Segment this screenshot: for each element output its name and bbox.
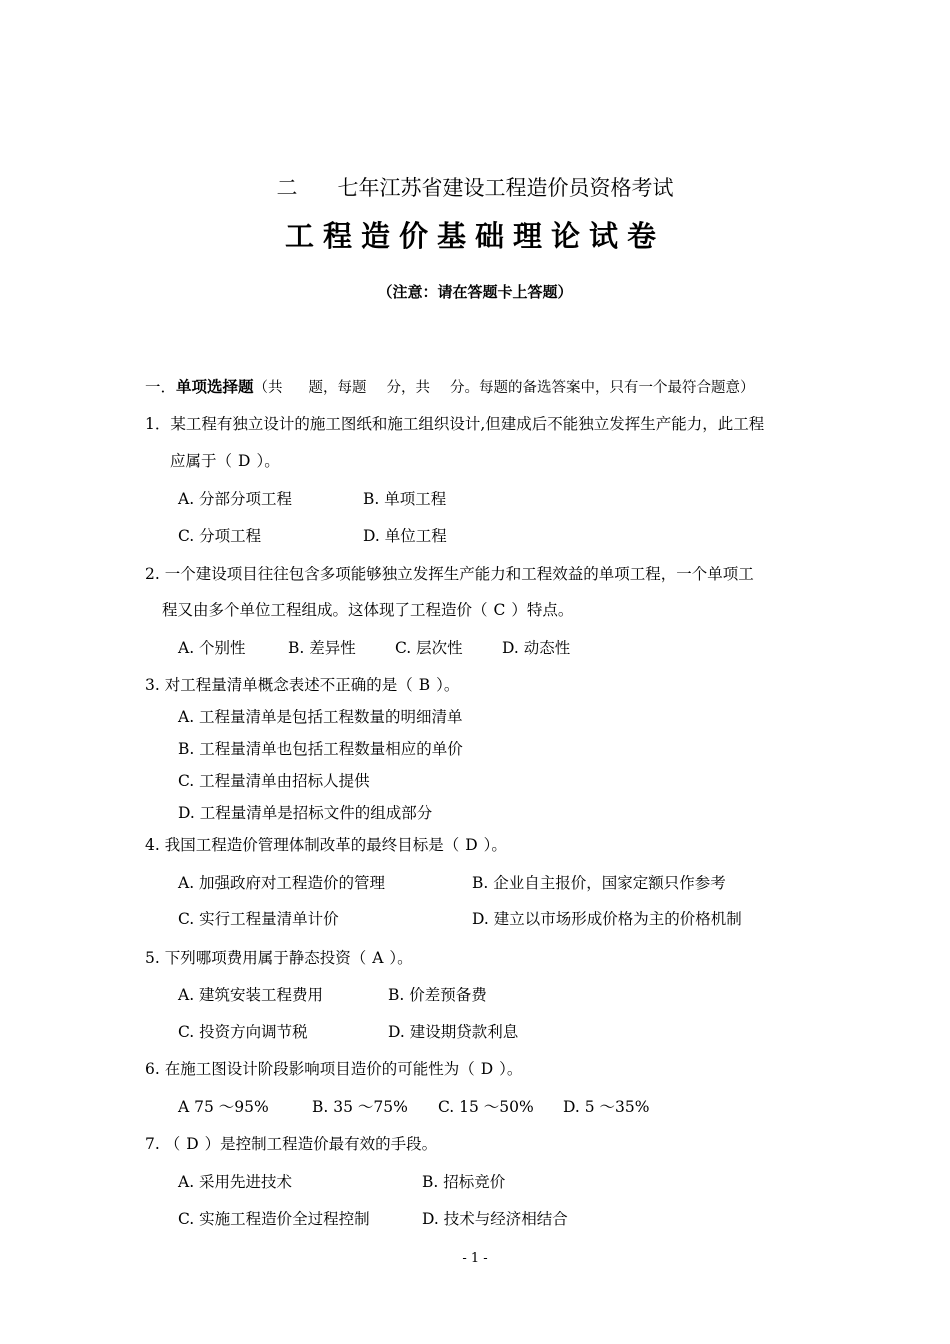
question-5-option-b: B. 价差预备费 [388,986,487,1004]
question-7-option-b: B. 招标竞价 [422,1173,506,1191]
question-6-option-a: A 75 ～95% [178,1098,269,1116]
question-2-option-a: A. 个别性 [178,639,246,657]
question-2-option-b: B. 差异性 [288,639,356,657]
question-5-option-a: A. 建筑安装工程费用 [178,986,324,1004]
paper-subtitle: 工程造价基础理论试卷 [284,219,665,253]
section-name: 单项选择题 [176,378,254,396]
question-3-answer: B [418,676,431,694]
question-6-stem: 6. 在施工图设计阶段影响项目造价的可能性为（ D ）。 [145,1060,523,1078]
question-7-option-d: D. 技术与经济相结合 [422,1210,568,1228]
question-1-option-a: A. 分部分项工程 [178,490,293,508]
question-1-option-c: C. 分项工程 [178,527,262,545]
question-3-stem: 3. 对工程量清单概念表述不正确的是（ B ）。 [145,676,460,694]
question-2-stem: 2. 一个建设项目往往包含多项能够独立发挥生产能力和工程效益的单项工程，一个单项工 [145,565,754,583]
question-1-stem-cont: 应属于（ D ）。 [170,452,280,470]
exam-title-part1: 二 [276,176,298,200]
section-heading: 一．单项选择题（共 题，每题 分，共 分。每题的备选答案中，只有一个最符合题意） [145,378,755,396]
question-4-stem: 4. 我国工程造价管理体制改革的最终目标是（ D ）。 [145,836,507,854]
question-4-option-a: A. 加强政府对工程造价的管理 [178,874,386,892]
question-7-option-c: C. 实施工程造价全过程控制 [178,1210,370,1228]
question-2-stem-cont: 程又由多个单位工程组成。这体现了工程造价（ C ）特点。 [162,601,574,619]
question-2-option-c: C. 层次性 [395,639,463,657]
question-6-answer: D [480,1060,494,1078]
question-2-answer: C [493,601,506,619]
question-1-option-d: D. 单位工程 [363,527,447,545]
question-4-option-c: C. 实行工程量清单计价 [178,910,339,928]
question-3-option-d: D. 工程量清单是招标文件的组成部分 [178,804,433,822]
question-5-answer: A [372,949,384,967]
question-7-stem: 7. （ D ）是控制工程造价最有效的手段。 [145,1135,438,1153]
question-3-option-a: A. 工程量清单是包括工程数量的明细清单 [178,708,463,726]
question-6-option-d: D. 5 ～35% [563,1098,650,1116]
page-number: - 1 - [462,1251,488,1266]
question-1-stem: 1．某工程有独立设计的施工图纸和施工组织设计,但建成后不能独立发挥生产能力，此工程 [145,415,765,433]
question-5-stem: 5. 下列哪项费用属于静态投资（ A ）。 [145,949,413,967]
answer-note: （注意：请在答题卡上答题） [377,283,573,301]
question-6-option-b: B. 35 ～75% [312,1098,408,1116]
question-4-option-b: B. 企业自主报价，国家定额只作参考 [472,874,726,892]
question-2-option-d: D. 动态性 [502,639,571,657]
exam-title-part2: 七年江苏省建设工程造价员资格考试 [337,176,674,200]
question-5-option-d: D. 建设期贷款利息 [388,1023,519,1041]
exam-title-line [0,172,950,202]
question-7-option-a: A. 采用先进技术 [178,1173,293,1191]
question-3-option-c: C. 工程量清单由招标人提供 [178,772,370,790]
question-1-answer: D [238,452,251,470]
question-7-answer: D [186,1135,199,1153]
question-6-option-c: C. 15 ～50% [438,1098,534,1116]
question-4-option-d: D. 建立以市场形成价格为主的价格机制 [472,910,742,928]
question-1-option-b: B. 单项工程 [363,490,447,508]
section-number: 一． [145,378,177,396]
question-5-option-c: C. 投资方向调节税 [178,1023,308,1041]
question-3-option-b: B. 工程量清单也包括工程数量相应的单价 [178,740,463,758]
question-4-answer: D [465,836,478,854]
